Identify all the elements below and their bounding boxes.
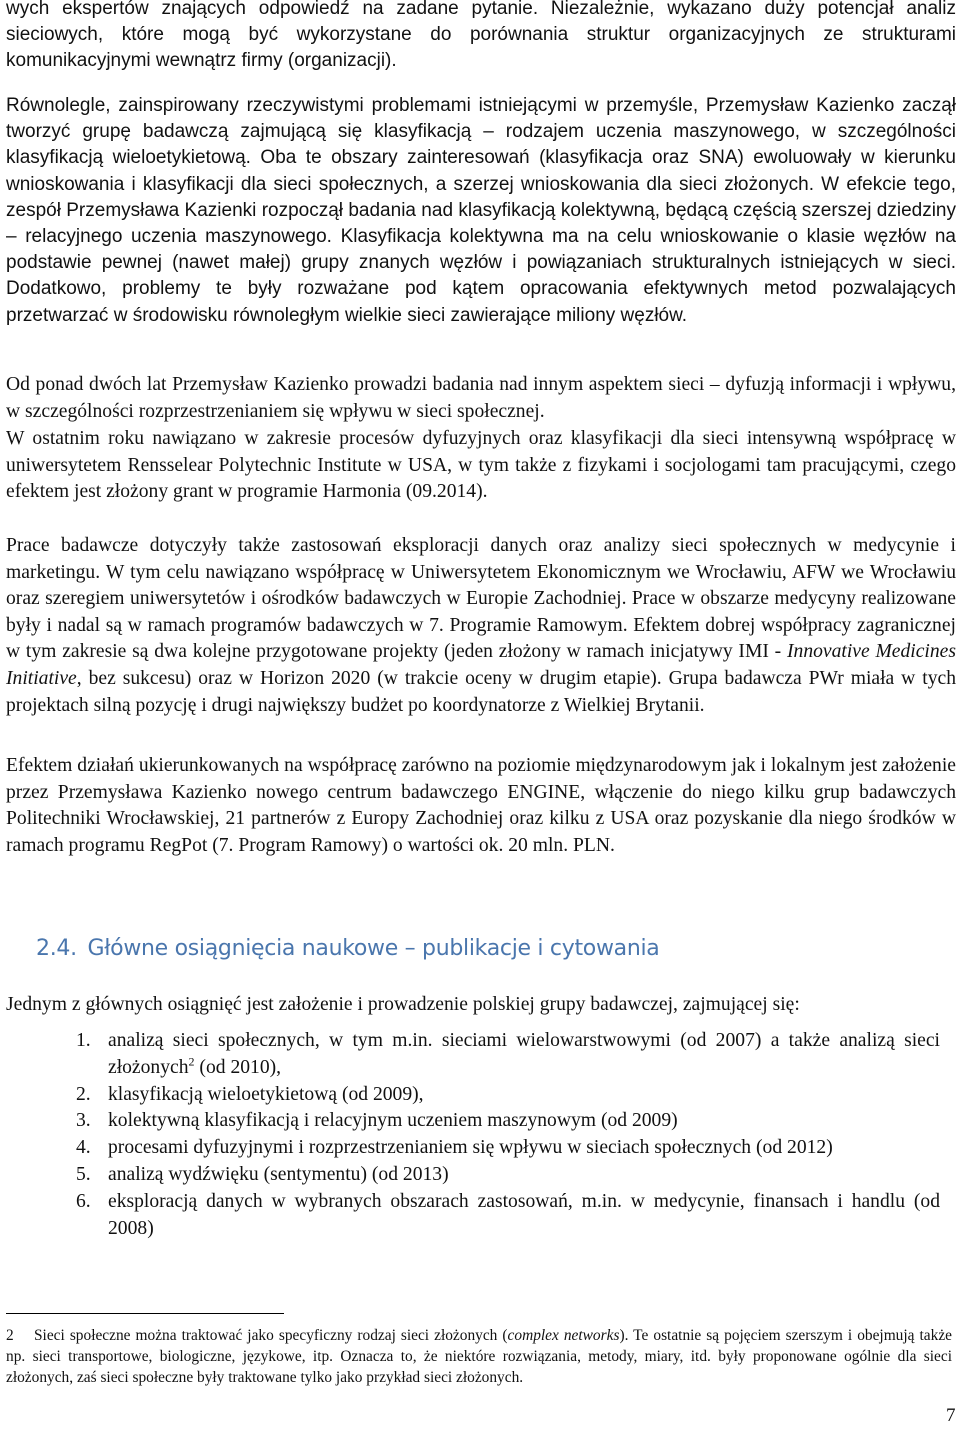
page-number: 7: [946, 1405, 956, 1426]
list-item: [0, 1135, 950, 1162]
footnote-text-a: Sieci społeczne można traktować jako specyficzny rodzaj sieci złożonych (: [34, 1327, 508, 1344]
paragraph-rpi-cooperation: W ostatnim roku nawiązano w zakresie procesów dyfuzyjnych oraz klasyfikacji dla sieci intensywną współpracę w uniwersytetem Rensselear Polytechnic Institute w USA, w tym także z fizykami i socjologami tam pracującymi, czego efektem jest złożony grant w programie Harmonia (09.2014).: [6, 428, 956, 503]
footnote-reference: 2: [188, 1054, 195, 1069]
list-item: [0, 1082, 950, 1109]
paragraph-medicine-text-b: , bez sukcesu) oraz w Horizon 2020 (w trakcie oceny w drugim etapie). Grupa badawcza PWr miała w tych projektach silną pozycję i drugi największy budżet po koordynatorze z Wielkiej Brytanii.: [6, 667, 956, 716]
paragraph-classification-research: Równolegle, zainspirowany rzeczywistymi problemami istniejącymi w przemyśle, Przemysław Kazienko zaczął tworzyć grupę badawczą zajmującą się klasyfikacją – rodzajem uczenia maszynowego, w szczególności klasyfikacją wieloetykietową. Oba te obszary zainteresowań (klasyfikacja oraz SNA) ewoluowały w kierunku wnioskowania i klasyfikacji dla sieci społecznych, a szerzej wnioskowania dla sieci złożonych. W efekcie tego, zespół Przemysława Kazienki rozpoczął badania nad klasyfikacją kolektywną, będącą częścią szerszej dziedziny – relacyjnego uczenia maszynowego. Klasyfikacja kolektywna ma na celu wnioskowanie o klasie węzłów na podstawie pewnej (nawet małej) grupy znanych węzłów i powiązaniach strukturalnych istniejących w sieci. Dodatkowo, problemy te były rozważane pod kątem opracowania efektywnych metod pozwalających przetwarzać w środowisku równoległym wielkie sieci zawierające miliony węzłów.: [6, 95, 956, 326]
list-item-number: 6.: [76, 1190, 91, 1212]
footnote: [6, 1325, 952, 1388]
list-item-text: klasyfikacją wieloetykietową (od 2009),: [108, 1083, 424, 1105]
list-item: [0, 1108, 950, 1135]
list-item-number: 4.: [76, 1137, 91, 1159]
section-heading: [36, 936, 659, 961]
section-intro: Jednym z głównych osiągnięć jest założenie i prowadzenie polskiej grupy badawczej, zajmującej się:: [6, 994, 800, 1015]
list-item-text: analizą sieci społecznych, w tym m.in. sieciami wielowarstwowymi (od 2007) a także analizą sieci złożonych: [108, 1030, 940, 1078]
paragraph-medicine-marketing: [6, 533, 956, 719]
footnote-mark: 2: [6, 1327, 14, 1344]
paragraph-medicine-text-a: Prace badawcze dotyczyły także zastosowań eksploracji danych oraz analizy sieci społecznych w medycynie i marketingu. W tym celu nawiązano współpracę w Uniwersytetem Ekonomicznym we Wrocławiu, AFW we Wrocławiu oraz szeregiem uniwersytetów i ośrodków badawczych w Europie Zachodniej. Prace w obszarze medycyny realizowane były i nadal są w ramach programów badawczych w 7. Programie Ramowym. Efektem dobrej współpracy zagranicznej w tym zakresie są dwa kolejne przygotowane projekty (jeden złożony w ramach inicjatywy IMI -: [6, 535, 956, 663]
list-item-text-end: (od 2010),: [194, 1056, 282, 1078]
list-item-number: 1.: [76, 1030, 91, 1051]
paragraph-expert-networks: wych ekspertów znających odpowiedź na zadane pytanie. Niezależnie, wykazano duży potencjał analiz sieciowych, które mogą być wykorzystane do porównania struktur organizacyjnych ze strukturami komunikacyjnymi wewnątrz firmy (organizacji).: [6, 0, 956, 71]
footnote-term: complex networks: [507, 1327, 620, 1344]
paragraph-engine-centre: Efektem działań ukierunkowanych na współpracę zarówno na poziomie międzynarodowym jak i lokalnym jest założenie przez Przemysława Kazienko nowego centrum badawczego ENGINE, włączenie do niego kilku grup badawczych Politechniki Wrocławskiej, 21 partnerów z Europy Zachodniej oraz kilku z USA oraz pozyskanie dla niego środków w ramach programu RegPot (7. Program Ramowy) o wartości ok. 20 mln. PLN.: [6, 755, 956, 856]
list-item-text: kolektywną klasyfikacją i relacyjnym uczeniem maszynowym (od 2009): [108, 1110, 678, 1132]
list-item-number: 2.: [76, 1083, 91, 1105]
imi-name: Innovative Medicines Initiative: [6, 641, 956, 689]
list-item-text: procesami dyfuzyjnymi i rozprzestrzenianiem się wpływu w sieciach społecznych (od 2012): [108, 1137, 833, 1159]
list-item: [0, 1189, 950, 1243]
section-title: Główne osiągnięcia naukowe – publikacje i cytowania: [87, 936, 660, 961]
list-item: [0, 1162, 950, 1189]
list-item: [0, 1028, 950, 1082]
footnote-text-b: ). Te ostatnie są pojęciem szerszym i obejmują także np. sieci transportowe, biologiczne, językowe, itp. Oznacza to, że niektóre rozwiązania, metody, miary, itd. były proponowane ogólnie dla sieci złożonych, zaś sieci społeczne były traktowane tylko jako przykład sieci złożonych.: [6, 1327, 952, 1386]
list-item-text: analizą wydźwięku (sentymentu) (od 2013): [108, 1163, 449, 1185]
section-number: 2.4.: [36, 936, 77, 961]
paragraph-information-diffusion: Od ponad dwóch lat Przemysław Kazienko prowadzi badania nad innym aspektem sieci – dyfuzją informacji i wpływu, w szczególności rozprzestrzenianiem się wpływu w sieci społecznej.: [6, 374, 956, 422]
footnote-divider: [6, 1313, 284, 1314]
list-item-number: 3.: [76, 1110, 91, 1132]
achievements-list: [0, 1028, 950, 1242]
list-item-number: 5.: [76, 1163, 91, 1185]
list-item-text: eksploracją danych w wybranych obszarach zastosowań, m.in. w medycynie, finansach i handlu (od 2008): [108, 1190, 940, 1239]
